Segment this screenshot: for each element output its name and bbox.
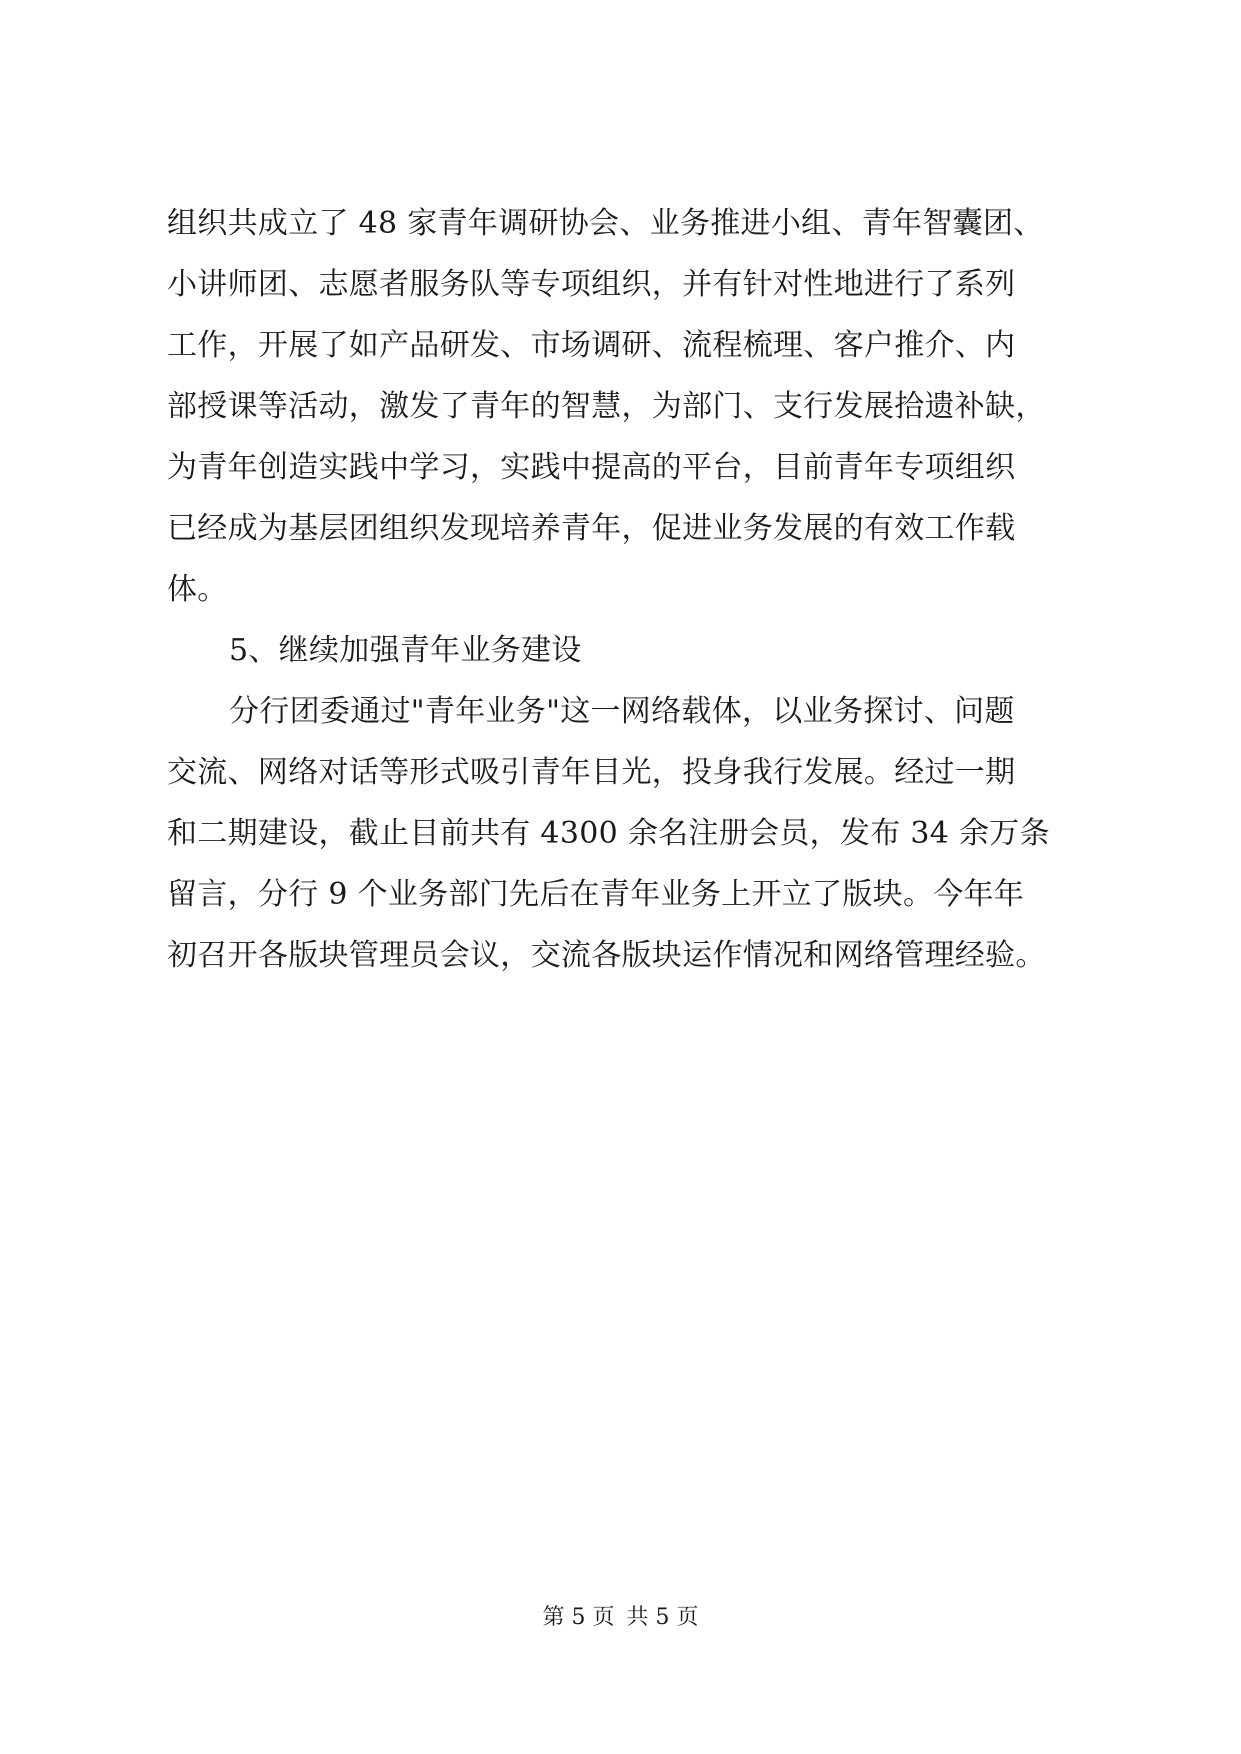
- paragraph-line: 组织共成立了 48 家青年调研协会、业务推进小组、青年智囊团、: [167, 206, 1044, 241]
- paragraph-line: 留言，分行 9 个业务部门先后在青年业务上开立了版块。今年年: [167, 877, 1025, 912]
- page-total: 共 5 页: [626, 1605, 699, 1630]
- paragraph-line: 分行团委通过"青年业务"这一网络载体，以业务探讨、问题: [229, 694, 1015, 729]
- page-number: 第 5 页: [542, 1605, 615, 1630]
- page-footer: [0, 1603, 1241, 1633]
- section-heading: 5、继续加强青年业务建设: [229, 633, 582, 668]
- paragraph-line: 为青年创造实践中学习，实践中提高的平台，目前青年专项组织: [167, 450, 1016, 485]
- paragraph-2: [167, 681, 1077, 986]
- paragraph-1: [167, 193, 1077, 620]
- document-body: [167, 193, 1077, 986]
- paragraph-line: 工作，开展了如产品研发、市场调研、流程梳理、客户推介、内: [167, 328, 1016, 363]
- paragraph-line: 交流、网络对话等形式吸引青年目光，投身我行发展。经过一期: [167, 755, 1016, 790]
- paragraph-line: 初召开各版块管理员会议，交流各版块运作情况和网络管理经验。: [167, 938, 1046, 973]
- paragraph-line: 和二期建设，截止目前共有 4300 余名注册会员，发布 34 余万条: [167, 816, 1050, 851]
- paragraph-line: 体。: [167, 572, 228, 607]
- paragraph-line: 部授课等活动，激发了青年的智慧，为部门、支行发展拾遗补缺，: [167, 389, 1046, 424]
- paragraph-line: 已经成为基层团组织发现培养青年，促进业务发展的有效工作载: [167, 511, 1016, 546]
- paragraph-line: 小讲师团、志愿者服务队等专项组织，并有针对性地进行了系列: [167, 267, 1016, 302]
